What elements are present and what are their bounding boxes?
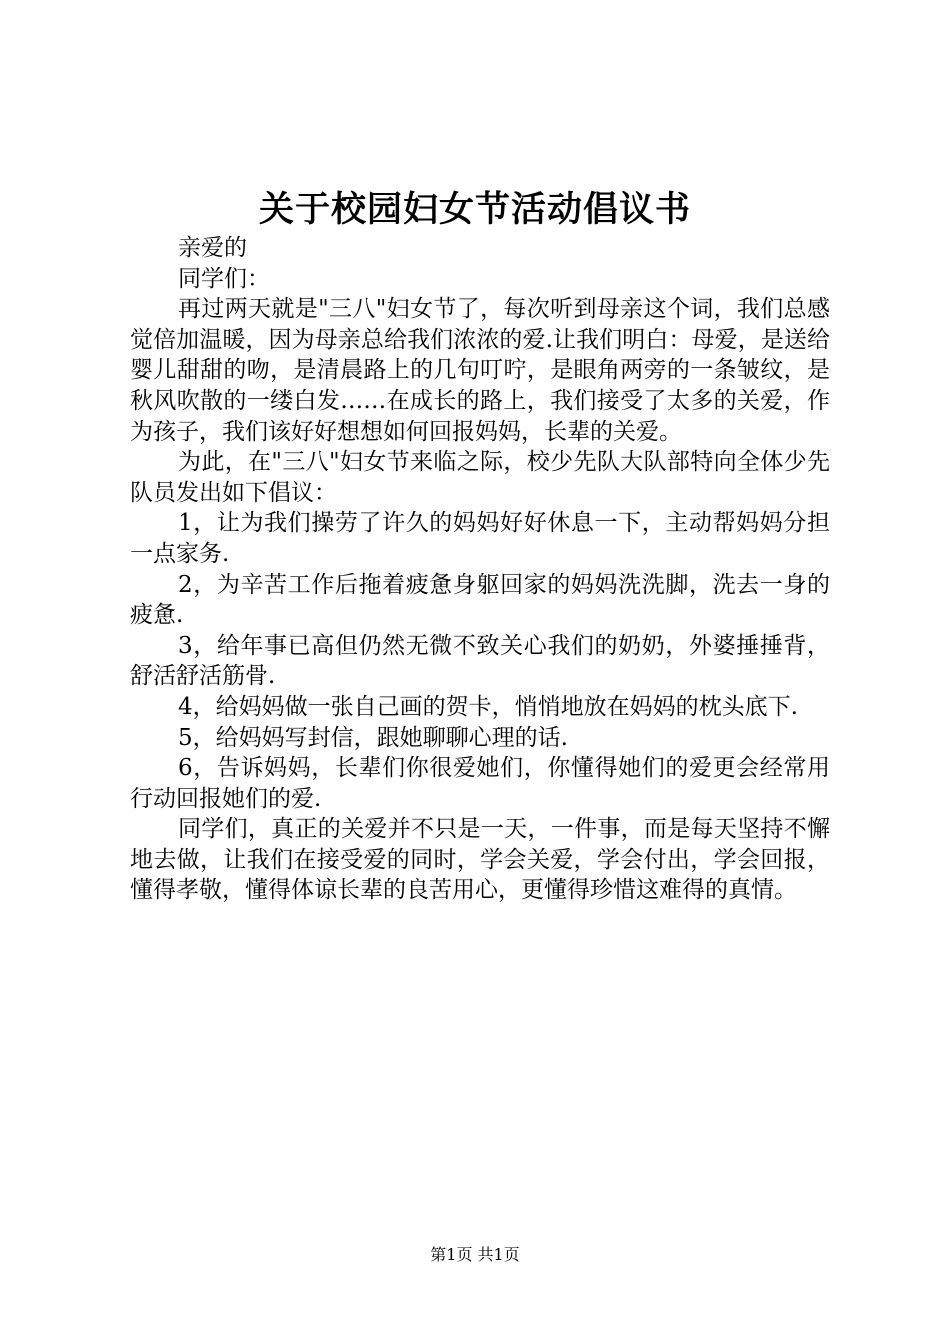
proposal-item-1: 1，让为我们操劳了许久的妈妈好好休息一下，主动帮妈妈分担一点家务. bbox=[130, 510, 830, 567]
page-footer: 第1页 共1页 bbox=[430, 1245, 520, 1264]
document-body bbox=[130, 233, 830, 906]
salutation-line-2: 同学们： bbox=[178, 265, 270, 292]
body-paragraph: 为此，在"三八"妇女节来临之际，校少先队大队部特向全体少先队员发出如下倡议： bbox=[130, 449, 830, 506]
document-title: 关于校园妇女节活动倡议书 bbox=[258, 189, 691, 230]
body-paragraph: 再过两天就是"三八"妇女节了，每次听到母亲这个词，我们总感觉倍加温暖，因为母亲总给我们浓浓的爱.让我们明白：母爱，是送给婴儿甜甜的吻，是清晨路上的几句叮咛，是眼角两旁的一条皱纹，是秋风吹散的一缕白发……在成长的路上，我们接受了太多的关爱，作为孩子，我们该好好想想如何回报妈妈，长辈的关爱。 bbox=[130, 296, 830, 445]
proposal-item-4: 4，给妈妈做一张自己画的贺卡，悄悄地放在妈妈的枕头底下. bbox=[178, 693, 798, 720]
closing-paragraph: 同学们，真正的关爱并不只是一天，一件事，而是每天坚持不懈地去做，让我们在接受爱的同时，学会关爱，学会付出，学会回报，懂得孝敬，懂得体谅长辈的良苦用心，更懂得珍惜这难得的真情。 bbox=[130, 816, 830, 904]
proposal-item-2: 2，为辛苦工作后拖着疲惫身躯回家的妈妈洗洗脚，洗去一身的疲惫. bbox=[130, 571, 830, 629]
salutation-line-1: 亲爱的 bbox=[178, 235, 247, 261]
proposal-item-5: 5，给妈妈写封信，跟她聊聊心理的话. bbox=[178, 724, 568, 751]
proposal-item-3: 3，给年事已高但仍然无微不致关心我们的奶奶，外婆捶捶背，舒活舒活筋骨. bbox=[130, 632, 830, 690]
proposal-item-6: 6，告诉妈妈，长辈们你很爱她们，你懂得她们的爱更会经常用行动回报她们的爱. bbox=[130, 755, 830, 812]
